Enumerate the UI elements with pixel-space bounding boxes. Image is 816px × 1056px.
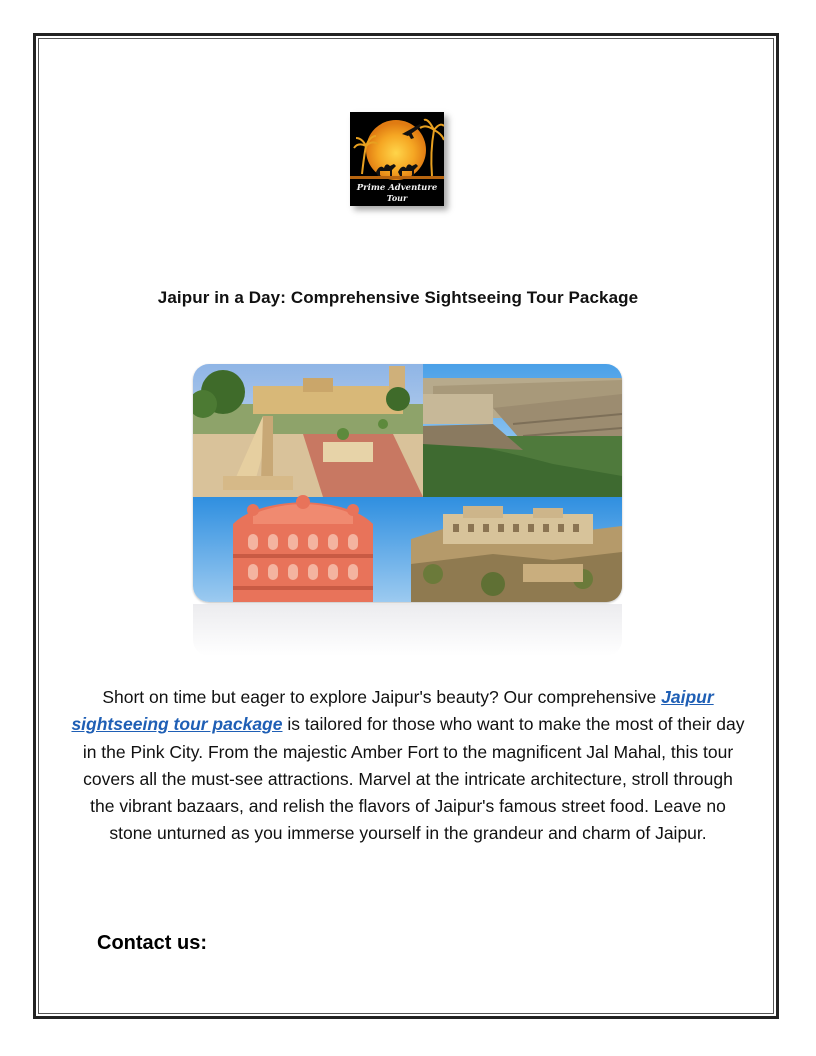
logo-text-line2: Tour — [386, 193, 408, 203]
contact-heading: Contact us: — [97, 932, 207, 954]
jaipur-photo-collage — [193, 364, 622, 602]
collage-reflection — [193, 604, 622, 656]
paragraph-text-end: is tailored for those who want to make the most of their day in the Pink City. From the majestic Amber Fort to the magnificent Jal Mahal, this tour covers all the must-see attractions. Marvel at the intricate architecture, stroll through the vibrant bazaars, and relish the flavors of Jaipur's famous street food. Leave no stone unturned as you immerse yourself in the grandeur and charm of Jaipur. — [82, 714, 745, 844]
hawa-mahal-photo — [193, 495, 411, 602]
amber-fort-photo — [411, 497, 622, 602]
tour-package-link[interactable]: Jaipur sightseeing tour package — [71, 687, 714, 735]
description-paragraph — [70, 684, 746, 848]
page-title: Jaipur in a Day: Comprehensive Sightseeing Tour Package — [157, 288, 639, 307]
logo-text-line1: Prime Adventure — [356, 183, 438, 193]
jantar-mantar-photo — [193, 364, 423, 497]
paragraph-text-start: Short on time but eager to explore Jaipur's beauty? Our comprehensive — [102, 687, 662, 707]
company-logo — [350, 112, 444, 206]
stepwell-lake-photo — [423, 364, 622, 497]
